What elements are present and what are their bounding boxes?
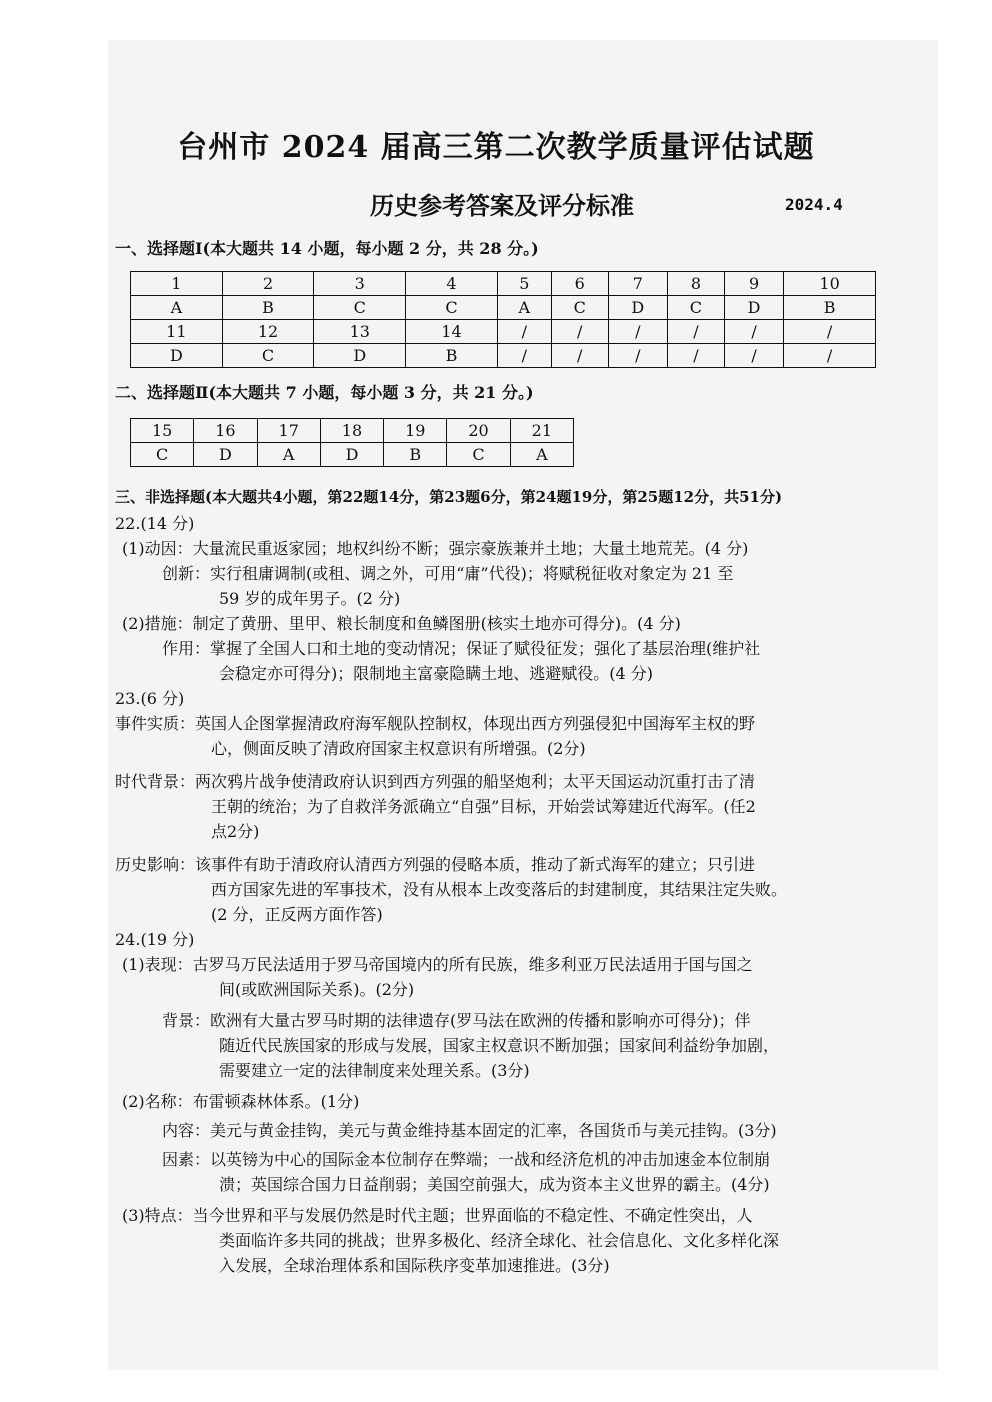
answer-line: (2 分，正反两方面作答) (211, 905, 383, 924)
answer-line: 作用：掌握了全国人口和土地的变动情况；保证了赋役征发；强化了基层治理(维护社 (162, 639, 761, 658)
table-cell: B (384, 443, 447, 467)
table-cell: 3 (314, 272, 406, 296)
table-cell: C (406, 296, 498, 320)
table-cell: C (222, 344, 314, 368)
table-cell: 7 (608, 272, 667, 296)
table-row (131, 272, 876, 296)
table-cell: C (131, 443, 194, 467)
table-cell: / (784, 344, 876, 368)
table-cell: C (447, 443, 510, 467)
answer-line: 23.(6 分) (115, 689, 185, 708)
table-cell: 21 (510, 419, 573, 443)
answer-line: (1)表现：古罗马万民法适用于罗马帝国境内的所有民族，维多利亚万民法适用于国与国之 (122, 955, 753, 974)
table-row (131, 320, 876, 344)
table-cell: A (497, 296, 551, 320)
table-cell: 8 (667, 272, 724, 296)
table-cell: 9 (724, 272, 783, 296)
answer-line: 历史影响：该事件有助于清政府认清西方列强的侵略本质，推动了新式海军的建立；只引进 (115, 855, 756, 874)
answer-line: 类面临许多共同的挑战；世界多极化、经济全球化、社会信息化、文化多样化深 (219, 1231, 780, 1250)
table-cell: / (608, 320, 667, 344)
table-cell: 10 (784, 272, 876, 296)
table-cell: 6 (551, 272, 608, 296)
table-cell: B (784, 296, 876, 320)
answer-line: (2)措施：制定了黄册、里甲、粮长制度和鱼鳞图册(核实土地亦可得分)。(4 分) (122, 614, 681, 633)
table-cell: A (131, 296, 223, 320)
table-cell: 11 (131, 320, 223, 344)
answer-line: 创新：实行租庸调制(或租、调之外，可用“庸”代役)；将赋税征收对象定为 21 至 (162, 564, 734, 583)
table-cell: / (724, 344, 783, 368)
section1-answer-table (130, 271, 876, 368)
table-cell: 1 (131, 272, 223, 296)
answer-line: 溃；英国综合国力日益削弱；美国空前强大，成为资本主义世界的霸主。(4分) (219, 1175, 770, 1194)
table-cell: / (667, 320, 724, 344)
table-cell: D (131, 344, 223, 368)
answer-line: 内容：美元与黄金挂钩，美元与黄金维持基本固定的汇率，各国货币与美元挂钩。(3分) (162, 1121, 777, 1140)
answer-line: 因素：以英镑为中心的国际金本位制存在弊端；一战和经济危机的冲击加速金本位制崩 (162, 1150, 771, 1169)
table-cell: / (551, 320, 608, 344)
page-title: 台州市 2024 届高三第二次教学质量评估试题 (177, 130, 815, 165)
table-row (131, 344, 876, 368)
table-cell: 14 (406, 320, 498, 344)
answer-line: 需要建立一定的法律制度来处理关系。(3分) (219, 1061, 530, 1080)
table-cell: C (551, 296, 608, 320)
answer-line: 24.(19 分) (115, 930, 195, 949)
table-cell: 16 (194, 419, 257, 443)
table-cell: A (510, 443, 573, 467)
answer-line: (1)动因：大量流民重返家园；地权纠纷不断；强宗豪族兼并土地；大量土地荒芜。(4 分) (122, 539, 749, 558)
table-row (131, 419, 574, 443)
table-cell: D (608, 296, 667, 320)
answer-line: 心，侧面反映了清政府国家主权意识有所增强。(2分) (211, 739, 586, 758)
table-cell: D (724, 296, 783, 320)
answer-line: 背景：欧洲有大量古罗马时期的法律遗存(罗马法在欧洲的传播和影响亦可得分)；伴 (162, 1011, 751, 1030)
section2-heading: 二、选择题Ⅱ(本大题共 7 小题，每小题 3 分，共 21 分。) (115, 383, 534, 402)
answer-line: 22.(14 分) (115, 514, 195, 533)
answer-line: 入发展，全球治理体系和国际秩序变革加速推进。(3分) (219, 1256, 610, 1275)
table-cell: / (667, 344, 724, 368)
table-cell: / (497, 344, 551, 368)
section1-heading: 一、选择题Ⅰ(本大题共 14 小题，每小题 2 分，共 28 分。) (115, 239, 539, 258)
section2-answer-table (130, 418, 574, 467)
answer-line: 点2分) (211, 822, 260, 841)
answer-line: (3)特点：当今世界和平与发展仍然是时代主题；世界面临的不稳定性、不确定性突出，人 (122, 1206, 753, 1225)
table-cell: 15 (131, 419, 194, 443)
table-cell: / (551, 344, 608, 368)
table-row (131, 443, 574, 467)
answer-line: 事件实质：英国人企图掌握清政府海军舰队控制权，体现出西方列强侵犯中国海军主权的野 (115, 714, 756, 733)
answer-line: (2)名称：布雷顿森林体系。(1分) (122, 1092, 360, 1111)
table-cell: 12 (222, 320, 314, 344)
table-cell: D (320, 443, 383, 467)
table-cell: 2 (222, 272, 314, 296)
table-cell: 13 (314, 320, 406, 344)
table-cell: 17 (257, 419, 320, 443)
page-subtitle: 历史参考答案及评分标准 (370, 191, 634, 220)
table-cell: / (784, 320, 876, 344)
table-cell: C (667, 296, 724, 320)
table-cell: D (194, 443, 257, 467)
answer-line: 59 岁的成年男子。(2 分) (219, 589, 401, 608)
table-cell: / (608, 344, 667, 368)
table-cell: 19 (384, 419, 447, 443)
table-cell: / (724, 320, 783, 344)
table-cell: C (314, 296, 406, 320)
table-cell: A (257, 443, 320, 467)
answer-line: 间(或欧洲国际关系)。(2分) (219, 980, 415, 999)
answer-line: 会稳定亦可得分)；限制地主富豪隐瞒土地、逃避赋役。(4 分) (219, 664, 653, 683)
answer-line: 王朝的统治；为了自救洋务派确立“自强”目标，开始尝试筹建近代海军。(任2 (211, 797, 756, 816)
answer-line: 随近代民族国家的形成与发展，国家主权意识不断加强；国家间利益纷争加剧， (219, 1036, 780, 1055)
table-cell: D (314, 344, 406, 368)
section3-heading: 三、非选择题(本大题共4小题，第22题14分，第23题6分，第24题19分，第25题12分，共51分) (115, 488, 783, 506)
table-cell: B (406, 344, 498, 368)
answer-line: 西方国家先进的军事技术，没有从根本上改变落后的封建制度，其结果注定失败。 (211, 880, 788, 899)
answer-line: 时代背景：两次鸦片战争使清政府认识到西方列强的船坚炮利；太平天国运动沉重打击了清 (115, 772, 756, 791)
exam-date: 2024.4 (785, 195, 843, 214)
table-cell: / (497, 320, 551, 344)
table-cell: 18 (320, 419, 383, 443)
table-cell: 4 (406, 272, 498, 296)
table-row (131, 296, 876, 320)
table-cell: B (222, 296, 314, 320)
table-cell: 20 (447, 419, 510, 443)
table-cell: 5 (497, 272, 551, 296)
